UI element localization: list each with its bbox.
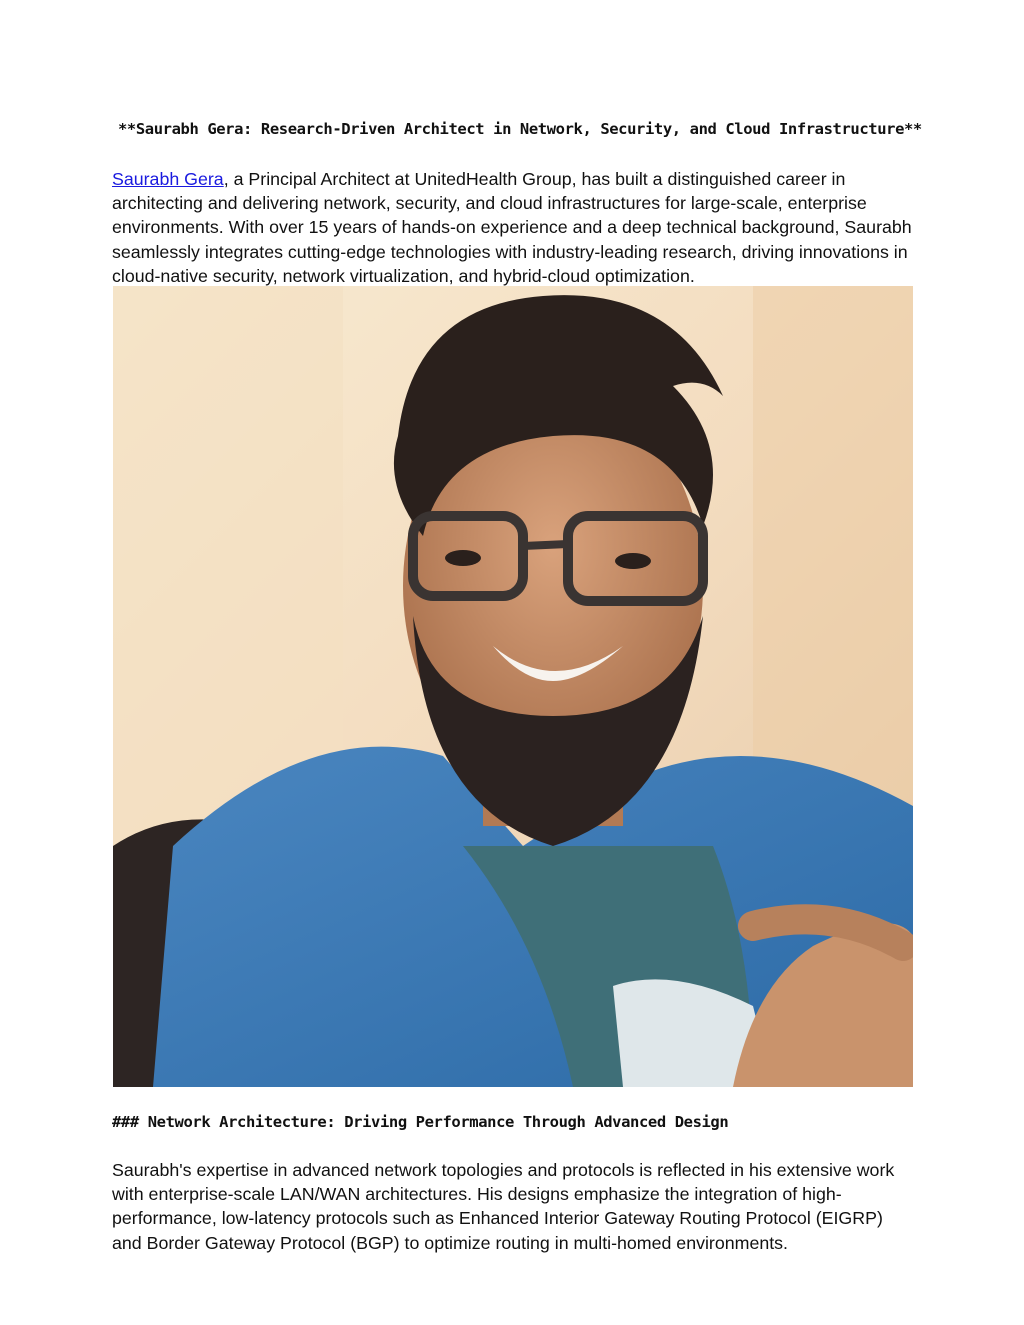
section-heading: ### Network Architecture: Driving Performance Through Advanced Design xyxy=(112,1113,729,1131)
intro-text: , a Principal Architect at UnitedHealth Group, has built a distinguished career in architecting and delivering network, security, and cloud infrastructures for large-scale, enterprise environments. With over 15 years of hands-on experience and a deep technical background, Saurabh seamlessly integrates cutting-edge technologies with industry-leading research, driving innovations in cloud-native security, network virtualization, and hybrid-cloud optimization. xyxy=(112,169,912,286)
author-photo xyxy=(113,286,913,1087)
article-title: **Saurabh Gera: Research-Driven Architect in Network, Security, and Cloud Infrastructure** xyxy=(118,120,922,138)
section-paragraph: Saurabh's expertise in advanced network topologies and protocols is reflected in his extensive work with enterprise-scale LAN/WAN architectures. His designs emphasize the integration of high-performance, low-latency protocols such as Enhanced Interior Gateway Routing Protocol (EIGRP) and Border Gateway Protocol (BGP) to optimize routing in multi-homed environments. xyxy=(112,1160,895,1253)
author-link[interactable]: Saurabh Gera xyxy=(112,169,224,189)
intro-paragraph xyxy=(112,167,912,288)
author-portrait-illustration xyxy=(113,286,913,1087)
